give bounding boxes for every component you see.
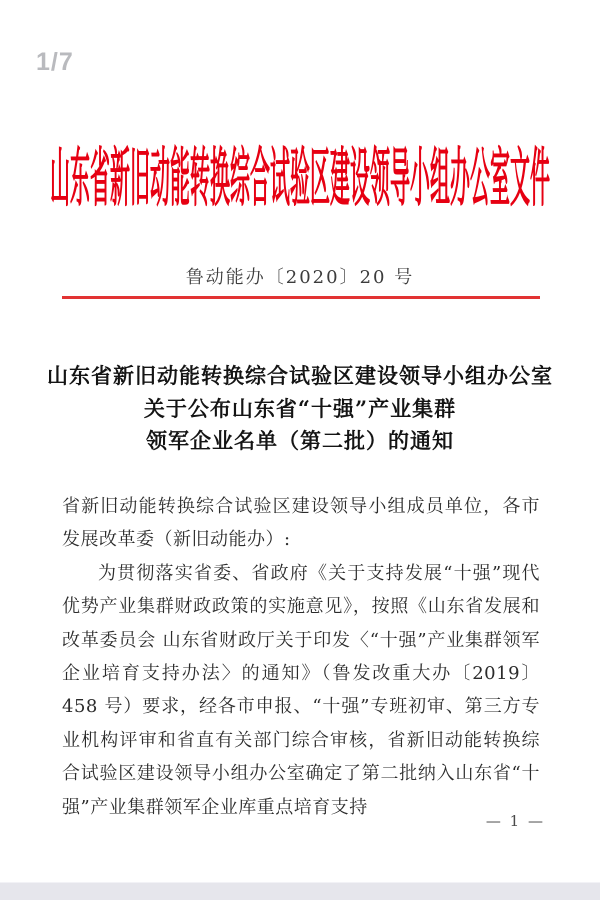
document-title-line: 领军企业名单（第二批）的通知 xyxy=(146,428,454,453)
document-banner-title: 山东省新旧动能转换综合试验区建设领导小组办公室文件 xyxy=(50,140,550,216)
body-paragraph: 为贯彻落实省委、省政府《关于支持发展“十强”现代优势产业集群财政政策的实施意见》，按照《山东省发展和改革委员会 山东省财政厅关于印发〈“十强”产业集群领军企业培育支持办法〉的通知》（鲁发改重大办〔2019〕458 号）要求，经各市申报、“十强”专班初审、第三方专业机构评审和省直有关部门综合审核，省新旧动能转换综合试验区建设领导小组办公室确定了第二批纳入山东省“十强”产业集群领军企业库重点培育支持 xyxy=(62,562,540,818)
document-title-line: 山东省新旧动能转换综合试验区建设领导小组办公室 xyxy=(47,363,553,388)
document-title xyxy=(30,360,570,458)
page-bottom-separator xyxy=(0,882,600,900)
page-indicator-label: 1/7 xyxy=(36,48,74,76)
document-body xyxy=(62,490,540,824)
page-number: — 1 — xyxy=(485,812,545,830)
document-title-line: 关于公布山东省“十强”产业集群 xyxy=(143,395,457,421)
red-separator-rule xyxy=(62,296,540,299)
document-number: 鲁动能办〔2020〕20 号 xyxy=(185,267,415,288)
body-paragraph: 省新旧动能转换综合试验区建设领导小组成员单位，各市发展改革委（新旧动能办）: xyxy=(62,496,540,551)
